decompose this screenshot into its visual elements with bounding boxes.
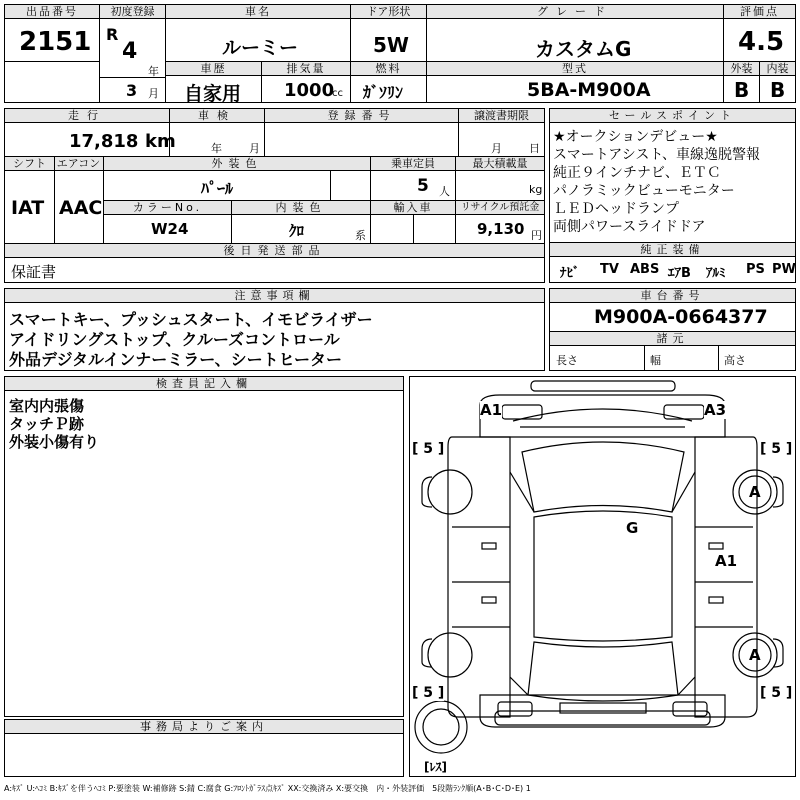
doors-label: ドア形状	[351, 5, 426, 19]
divider	[644, 346, 645, 370]
spec-label: 諸元	[550, 332, 795, 346]
shift-label: シフト	[5, 157, 54, 171]
equip-airbag: ｴｱB	[668, 266, 691, 281]
mark-a1-front-left: A1	[480, 401, 503, 419]
notes-box	[4, 288, 545, 371]
score: 4.5	[738, 27, 785, 57]
history: 自家用	[184, 83, 242, 105]
score-label: 評価点	[724, 5, 795, 19]
divider	[413, 215, 414, 243]
office-label: 事務局よりご案内	[5, 720, 403, 734]
sales-line: 両側パワースライドドア	[553, 219, 706, 235]
grade-box	[426, 4, 724, 62]
equip-alloy: ｱﾙﾐ	[706, 266, 726, 281]
equip-abs: ABS	[630, 262, 660, 277]
displacement-unit: cc	[332, 88, 343, 99]
exterior-box	[723, 61, 760, 103]
note-line: 外品デジタルインナーミラー、シートヒーター	[9, 350, 342, 369]
spec-block	[4, 108, 545, 283]
sales-box	[549, 108, 796, 283]
score-box	[723, 4, 796, 62]
equip-label: 純正装備	[550, 243, 795, 257]
equip-ps: PS	[746, 262, 765, 277]
ac-label: エアコン	[54, 157, 103, 171]
tire-rear-right: [ 5 ]	[760, 685, 793, 701]
model-box	[165, 4, 351, 62]
tire-front-left: [ 5 ]	[412, 441, 445, 457]
color: ﾊﾟｰﾙ	[201, 179, 234, 198]
type-box	[426, 61, 724, 103]
mileage-label: 走行	[5, 109, 169, 123]
transfer-label: 譲渡書期限	[459, 109, 544, 123]
legend: A:ｷｽﾞ U:ﾍｺﾐ B:ｷｽﾞを伴うﾍｺﾐ P:要塗装 W:補修跡 S:錆 C:腐食 G:ﾌﾛﾝﾄｶﾞﾗｽ点ｷｽﾞ XX:交換済み X:要交換 内・外装評価 5段階ﾗﾝｸ順(A･B･C･D･E) 1	[4, 784, 531, 793]
shift: IAT	[11, 197, 45, 219]
car-diagram-box	[409, 376, 796, 777]
inspector-line: 外装小傷有り	[9, 433, 100, 451]
recycle: 9,130	[477, 220, 525, 238]
lot-box	[4, 4, 100, 62]
inspection-label: 車検	[170, 109, 264, 123]
inspection-year: 年	[211, 142, 222, 155]
equip-navi: ﾅﾋﾞ	[560, 266, 580, 281]
tire-front-right: [ 5 ]	[760, 441, 793, 457]
mileage-unit: km	[145, 131, 176, 152]
sales-label: セールスポイント	[550, 109, 795, 123]
interior-grade: B	[770, 78, 786, 102]
notes-label: 注意事項欄	[5, 289, 544, 303]
fuel-box	[350, 61, 427, 103]
history-box	[165, 61, 262, 103]
inspector-line: 室内内張傷	[9, 397, 85, 415]
exterior-grade: B	[734, 78, 750, 102]
mileage: 17,818	[69, 131, 139, 152]
inspector-box	[4, 376, 404, 717]
fuel-label: 燃料	[351, 62, 426, 76]
spec-width: 幅	[650, 354, 661, 367]
inspector-line: タッチＰ跡	[9, 415, 85, 433]
reg-year: 4	[122, 39, 138, 64]
grade: カスタムG	[535, 37, 632, 61]
reg-year-unit: 年	[148, 65, 159, 78]
reg-month: 3	[126, 81, 138, 100]
colorno: W24	[151, 220, 189, 238]
interior-box	[759, 61, 796, 103]
import-label: 輸入車	[371, 201, 455, 215]
color-label: 外装色	[104, 157, 370, 171]
seats-label: 乗車定員	[371, 157, 455, 171]
divider	[54, 157, 55, 243]
load-unit: kg	[529, 183, 543, 196]
recycle-unit: 円	[531, 229, 542, 242]
chassis-label: 車台番号	[550, 289, 795, 303]
era: R	[106, 25, 119, 44]
equip-pw: PW	[772, 262, 796, 277]
ac: AAC	[59, 197, 103, 219]
sales-line: パノラミックビューモニター	[553, 183, 735, 199]
exterior-label: 外装	[724, 62, 759, 76]
reg-month-unit: 月	[148, 87, 159, 100]
mark-a1-right-door: A1	[715, 552, 738, 570]
sales-line: スマートアシスト、車線逸脱警報	[553, 147, 761, 163]
load-label: 最大積載量	[456, 157, 544, 171]
later-parts: 保証書	[11, 263, 57, 281]
model-label: 車名	[166, 5, 350, 19]
divider	[718, 346, 719, 370]
sales-line: ＬＥＤヘッドランプ	[553, 201, 679, 217]
grade-label: グレード	[427, 5, 723, 19]
history-label: 車歴	[166, 62, 261, 76]
seats: 5	[417, 176, 429, 196]
lot-empty-box	[4, 61, 100, 103]
model-name: ルーミー	[222, 37, 299, 59]
first-reg-label: 初度登録	[100, 5, 165, 19]
office-box	[4, 719, 404, 777]
sales-line: 純正９インチナビ、ＥＴＣ	[553, 165, 721, 181]
regno-label: 登録番号	[265, 109, 458, 123]
reg-divider	[100, 77, 165, 78]
later-label: 後日発送部品	[5, 244, 544, 258]
interior-label: 内装	[760, 62, 795, 76]
equip-tv: TV	[600, 262, 619, 277]
doors: 5W	[373, 33, 409, 57]
inspector-label: 検査員記入欄	[5, 377, 403, 391]
sales-line: ★オークションデビュー★	[553, 129, 718, 145]
type: 5BA-M900A	[527, 79, 651, 101]
mark-a3-front-right: A3	[704, 401, 727, 419]
mark-a-rear-wheel: A	[749, 646, 761, 664]
note-line: スマートキー、プッシュスタート、イモビライザー	[9, 310, 373, 329]
recycle-label: リサイクル預託金	[456, 201, 544, 215]
tire-rear-left: [ 5 ]	[412, 685, 445, 701]
car-diagram	[410, 377, 795, 776]
displacement-label: 排気量	[262, 62, 350, 76]
fuel: ｶﾞｿﾘﾝ	[363, 83, 404, 102]
intcolor-unit: 系	[355, 229, 366, 242]
type-label: 型式	[427, 62, 723, 76]
mark-g-roof: G	[626, 519, 639, 537]
doors-box	[350, 4, 427, 62]
first-reg-box	[99, 4, 166, 103]
lot-number: 2151	[19, 27, 92, 57]
intcolor: ｸﾛ	[289, 222, 305, 240]
transfer-month: 月	[491, 142, 502, 155]
note-line: アイドリングストップ、クルーズコントロール	[9, 330, 340, 349]
spec-length: 長さ	[556, 354, 578, 367]
chassis-box	[549, 288, 796, 371]
inspection-month: 月	[249, 142, 260, 155]
seats-unit: 人	[439, 185, 450, 198]
intcolor-label: 内装色	[232, 201, 370, 215]
spare-tire-label: [ﾚｽ]	[424, 760, 447, 774]
colorno-label: カラーNo.	[104, 201, 231, 215]
displacement: 1000	[284, 80, 335, 101]
mark-a-front-wheel: A	[749, 483, 761, 501]
divider	[330, 171, 331, 200]
lot-label: 出品番号	[5, 5, 99, 19]
spec-height: 高さ	[724, 354, 746, 367]
displacement-box	[261, 61, 351, 103]
transfer-day: 日	[529, 142, 540, 155]
chassis-number: M900A-0664377	[594, 306, 768, 328]
